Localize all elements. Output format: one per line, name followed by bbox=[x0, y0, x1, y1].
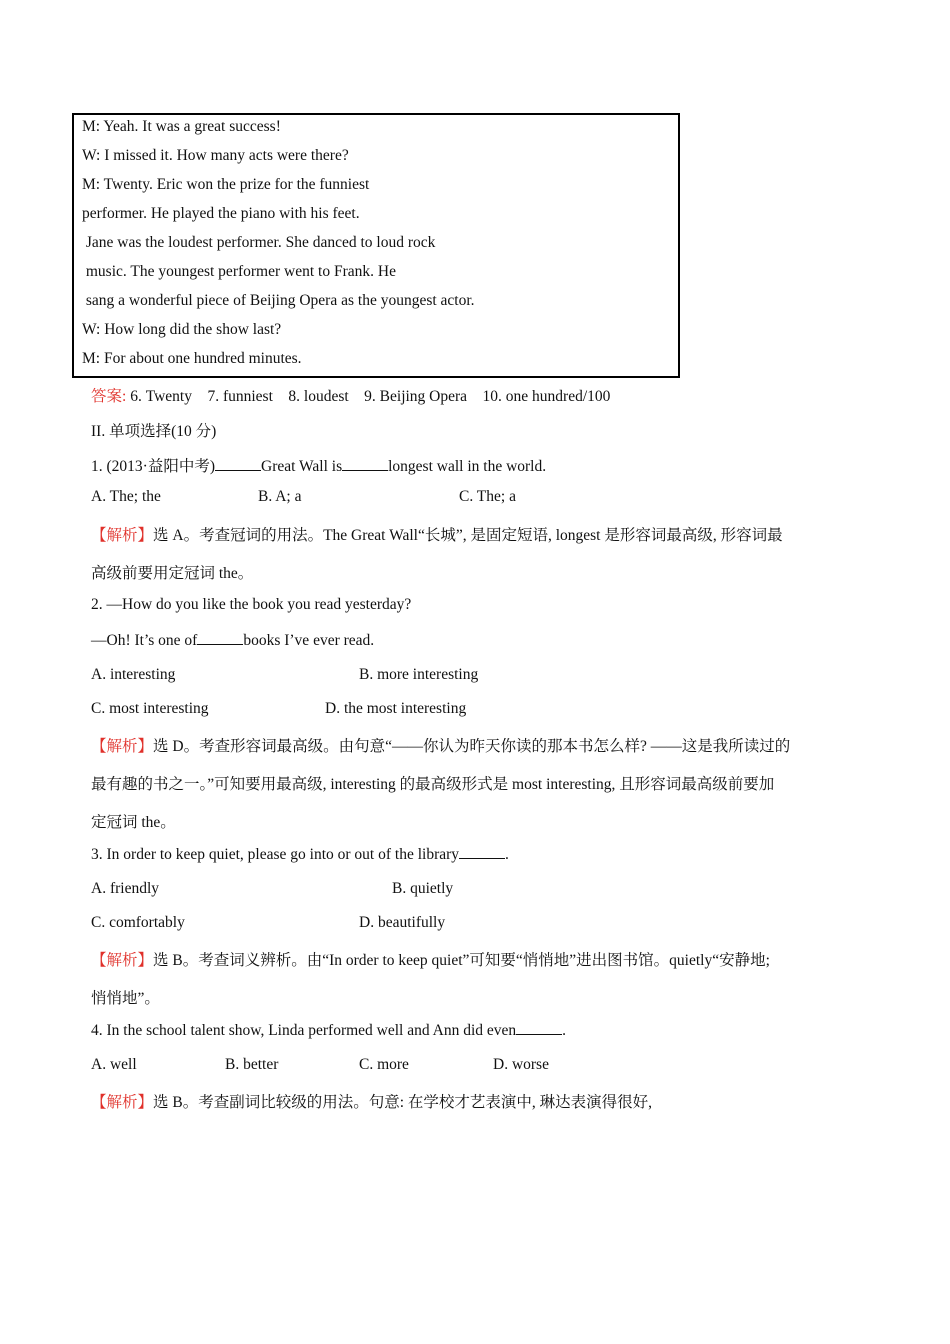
stem-part: . bbox=[562, 1022, 567, 1039]
stem-part: longest wall in the world. bbox=[388, 458, 547, 475]
section-title: II. 单项选择(10 分) bbox=[91, 423, 217, 440]
question-stem: 2. —How do you like the book you read yesterday? bbox=[91, 596, 412, 613]
option-b: B. quietly bbox=[392, 880, 454, 897]
answer-line bbox=[91, 384, 610, 406]
answer-blank bbox=[516, 1020, 562, 1035]
answer-blank bbox=[342, 456, 388, 471]
dialogue-line: W: I missed it. How many acts were there? bbox=[82, 147, 349, 164]
dialogue-line: M: Twenty. Eric won the prize for the funniest bbox=[82, 176, 370, 193]
analysis-text: 选 B。考查副词比较级的用法。句意: 在学校才艺表演中, 琳达表演得很好, bbox=[153, 1094, 653, 1111]
option-c: C. more bbox=[359, 1056, 409, 1073]
question-stem bbox=[91, 454, 546, 476]
option-d: D. beautifully bbox=[359, 914, 446, 931]
option-d: D. worse bbox=[493, 1056, 549, 1073]
question-stem bbox=[91, 1020, 566, 1040]
analysis-continued: 悄悄地”。 bbox=[91, 990, 160, 1007]
analysis-text: 选 A。考查冠词的用法。The Great Wall“长城”, 是固定短语, longest 是形容词最高级, 形容词最 bbox=[153, 527, 783, 544]
dialogue-line: W: How long did the show last? bbox=[82, 321, 282, 338]
dialogue-box bbox=[72, 113, 680, 378]
analysis-continued: 最有趣的书之一。”可知要用最高级, interesting 的最高级形式是 most interesting, 且形容词最高级前要加 bbox=[91, 776, 775, 793]
option-a: A. friendly bbox=[91, 880, 160, 897]
analysis-label: 【解析】 bbox=[91, 952, 154, 969]
dialogue-line: M: For about one hundred minutes. bbox=[82, 350, 302, 367]
answer-blank bbox=[459, 844, 505, 859]
analysis-continued: 高级前要用定冠词 the。 bbox=[91, 565, 254, 582]
stem-part: —Oh! It’s one of bbox=[91, 632, 198, 649]
stem-part: Great Wall is bbox=[261, 458, 343, 475]
stem-part: 4. In the school talent show, Linda performed well and Ann did even bbox=[91, 1022, 517, 1039]
option-c: C. comfortably bbox=[91, 914, 185, 931]
analysis bbox=[91, 523, 783, 545]
analysis-continued: 定冠词 the。 bbox=[91, 814, 176, 831]
dialogue-line: performer. He played the piano with his feet. bbox=[82, 205, 360, 222]
dialogue-line: Jane was the loudest performer. She danced to loud rock bbox=[82, 234, 436, 251]
option-c: C. The; a bbox=[459, 488, 516, 505]
answer-blank bbox=[215, 456, 261, 471]
dialogue-line: sang a wonderful piece of Beijing Opera as the youngest actor. bbox=[82, 292, 475, 309]
stem-part: 1. (2013·益阳中考) bbox=[91, 458, 215, 475]
option-a: A. well bbox=[91, 1056, 137, 1073]
stem-part: books I’ve ever read. bbox=[243, 632, 375, 649]
option-c: C. most interesting bbox=[91, 700, 209, 717]
option-a: A. interesting bbox=[91, 666, 176, 683]
dialogue-line: M: Yeah. It was a great success! bbox=[82, 118, 281, 135]
option-d: D. the most interesting bbox=[325, 700, 467, 717]
analysis-label: 【解析】 bbox=[91, 1094, 154, 1111]
analysis-text: 选 D。考查形容词最高级。由句意“——你认为昨天你读的那本书怎么样? ——这是我所读过的 bbox=[153, 738, 791, 755]
analysis-label: 【解析】 bbox=[91, 738, 154, 755]
answer-blank bbox=[197, 630, 243, 645]
option-a: A. The; the bbox=[91, 488, 161, 505]
question-stem bbox=[91, 630, 374, 650]
analysis bbox=[91, 1090, 652, 1112]
option-b: B. better bbox=[225, 1056, 279, 1073]
stem-part: 3. In order to keep quiet, please go into or out of the library bbox=[91, 846, 460, 863]
answer-text: 6. Twenty 7. funniest 8. loudest 9. Beijing Opera 10. one hundred/100 bbox=[126, 388, 611, 405]
analysis bbox=[91, 948, 770, 970]
analysis bbox=[91, 734, 790, 756]
answer-label: 答案: bbox=[91, 388, 127, 405]
analysis-label: 【解析】 bbox=[91, 527, 154, 544]
option-b: B. more interesting bbox=[359, 666, 479, 683]
stem-part: . bbox=[505, 846, 509, 863]
dialogue-line: music. The youngest performer went to Frank. He bbox=[82, 263, 396, 280]
option-b: B. A; a bbox=[258, 488, 302, 505]
analysis-text: 选 B。考查词义辨析。由“In order to keep quiet”可知要“悄悄地”进出图书馆。quietly“安静地; bbox=[153, 952, 770, 969]
question-stem bbox=[91, 844, 509, 864]
